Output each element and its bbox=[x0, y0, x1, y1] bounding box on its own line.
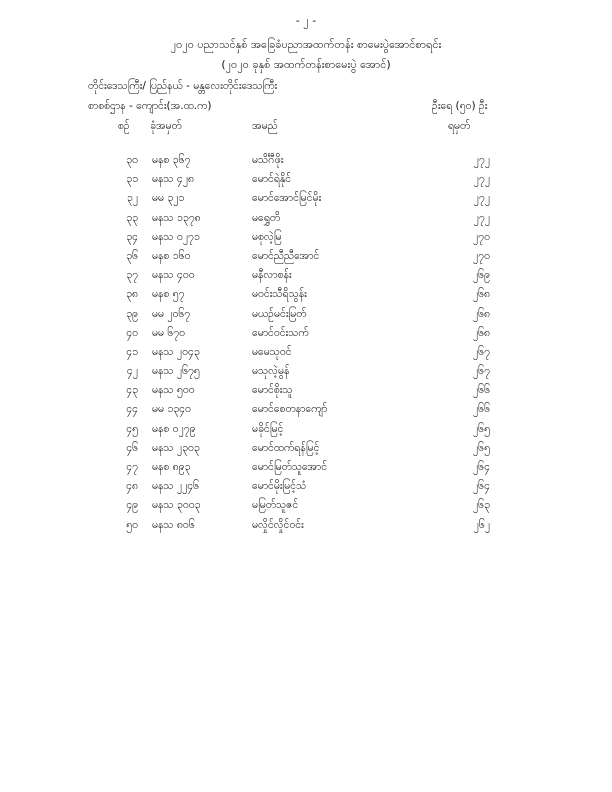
student-name: မောင်အောင်မြင်မိုး bbox=[252, 192, 322, 205]
student-name: မမေသုဝင် bbox=[252, 345, 292, 358]
roll-number: မနသ ၂၀၄၃ bbox=[152, 345, 200, 358]
row-number: ၃၁ bbox=[126, 173, 138, 186]
student-name: မောင်စေတနာကျော် bbox=[252, 403, 328, 416]
header-mark: ရမှတ် bbox=[448, 120, 471, 132]
roll-number: မနသ ၂၆၇၅ bbox=[152, 365, 200, 378]
table-row bbox=[0, 499, 612, 518]
roll-number: မနစ ၃၆၇ bbox=[152, 154, 191, 166]
row-number: ၄၀ bbox=[126, 326, 138, 339]
header-name: အမည် bbox=[252, 120, 278, 132]
header-no: စဉ် bbox=[118, 120, 130, 132]
total-mark: ၂၆၄ bbox=[473, 480, 490, 493]
table-row bbox=[0, 231, 612, 250]
roll-number: မနစ ၈၉၃ bbox=[152, 461, 191, 473]
row-number: ၄၆ bbox=[126, 441, 138, 454]
student-name: မနီလာစန်း bbox=[252, 269, 292, 282]
total-mark: ၂၆၆ bbox=[473, 403, 490, 416]
student-name: မယဉ်မင်းမြတ် bbox=[252, 307, 307, 320]
row-number: ၃၆ bbox=[126, 249, 138, 262]
total-mark: ၂၆၈ bbox=[472, 326, 490, 339]
student-name: မောင်မိုးမြင့်သံ bbox=[252, 480, 307, 493]
region-label: တိုင်းဒေသကြီး/ ပြည်နယ် - မန္တလေးတိုင်းဒေသကြီး bbox=[88, 80, 278, 92]
row-number: ၄၉ bbox=[126, 499, 138, 512]
row-number: ၄၁ bbox=[126, 345, 138, 358]
row-number: ၃၉ bbox=[126, 307, 138, 320]
row-number: ၄၅ bbox=[126, 422, 138, 435]
table-row bbox=[0, 212, 612, 231]
table-row bbox=[0, 250, 612, 269]
table-row bbox=[0, 365, 612, 384]
table-row bbox=[0, 269, 612, 288]
row-number: ၄၇ bbox=[126, 461, 138, 473]
table-row bbox=[0, 461, 612, 480]
student-name: မရွှေတိ bbox=[252, 211, 281, 224]
student-name: မောင်ထက်ရန်မြင့် bbox=[252, 441, 320, 454]
total-count: ဦးရေ (၅၀) ဦး bbox=[432, 100, 488, 112]
table-row bbox=[0, 442, 612, 461]
row-number: ၃၄ bbox=[126, 230, 138, 243]
table-row bbox=[0, 327, 612, 346]
roll-number: မနသ ၄၂၈ bbox=[152, 173, 194, 186]
total-mark: ၂၆၈ bbox=[472, 288, 490, 301]
total-mark: ၂၇၀ bbox=[473, 249, 490, 262]
table-row bbox=[0, 384, 612, 403]
table-row bbox=[0, 480, 612, 499]
row-number: ၄၂ bbox=[126, 365, 138, 378]
document-title: ၂၀၂၀ ပညာသင်နှစ် အခြေခံပညာအထက်တန်း စာမေးပွဲအောင်စာရင်း bbox=[170, 38, 442, 51]
student-name: မောင်ရဲနိုင် bbox=[252, 173, 292, 186]
table-row bbox=[0, 423, 612, 442]
total-mark: ၂၇၂ bbox=[473, 211, 490, 224]
roll-number: မနသ ၁၃၇၈ bbox=[152, 211, 201, 224]
roll-number: မနသ ၃၀၀၃ bbox=[152, 499, 201, 512]
roll-number: မနသ ၂၂၄၆ bbox=[152, 480, 200, 493]
header-roll: ခုံအမှတ် bbox=[150, 120, 182, 132]
student-name: မောင်မြတ်သူအောင် bbox=[252, 461, 328, 473]
student-name: မစုလဲ့မြ bbox=[252, 230, 282, 243]
roll-number: မနသ ၈၀၆ bbox=[152, 518, 195, 531]
student-name: မသိင်္ဂီဖိုး bbox=[252, 154, 284, 166]
total-mark: ၂၆၅ bbox=[473, 422, 490, 435]
student-name: မဝင်းသီရိသွန်း bbox=[252, 288, 307, 301]
roll-number: မနစ ၅၇ bbox=[152, 288, 185, 301]
student-name: မလှိုင်လှိုင်ဝင်း bbox=[252, 518, 304, 531]
table-row bbox=[0, 173, 612, 192]
document-subtitle: (၂၀၂၀ ခုနှစ် အထက်တန်းစာမေးပွဲ အောင်) bbox=[221, 58, 391, 71]
total-mark: ၂၆၃ bbox=[473, 499, 490, 512]
roll-number: မမ ၆၇၀ bbox=[152, 326, 186, 339]
roll-number: မမ ၃၂၁ bbox=[152, 192, 185, 205]
exam-center-label: စာစစ်ဌာန - ကျောင်း(အ.ထ.က) bbox=[88, 100, 212, 112]
table-row bbox=[0, 403, 612, 422]
roll-number: မမ ၂၀၆၇ bbox=[152, 307, 191, 320]
table-row bbox=[0, 346, 612, 365]
total-mark: ၂၆၈ bbox=[472, 307, 490, 320]
roll-number: မနသ ၅၀၀ bbox=[152, 384, 195, 397]
row-number: ၃၈ bbox=[126, 288, 138, 301]
roll-number: မနသ ၄၀၀ bbox=[152, 269, 195, 282]
table-row bbox=[0, 154, 612, 173]
total-mark: ၂၇၂ bbox=[473, 154, 490, 166]
row-number: ၅၀ bbox=[126, 518, 138, 531]
total-mark: ၂၆၇ bbox=[473, 345, 490, 358]
total-mark: ၂၆၆ bbox=[473, 384, 490, 397]
page-number: - ၂ - bbox=[295, 14, 317, 27]
total-mark: ၂၇၂ bbox=[473, 173, 490, 186]
student-name: မမြတ်သူဇင် bbox=[252, 499, 299, 512]
row-number: ၃၃ bbox=[126, 211, 138, 224]
row-number: ၃၂ bbox=[126, 192, 138, 205]
total-mark: ၂၇၂ bbox=[473, 192, 490, 205]
roll-number: မနသ ၀၂၇၁ bbox=[152, 230, 200, 243]
total-mark: ၂၆၄ bbox=[473, 461, 490, 473]
row-number: ၄၄ bbox=[126, 403, 138, 416]
table-row bbox=[0, 192, 612, 211]
student-name: မောင်ညီညီအောင် bbox=[252, 249, 320, 262]
table-row bbox=[0, 308, 612, 327]
row-number: ၄၃ bbox=[126, 384, 138, 397]
row-number: ၃၇ bbox=[126, 269, 138, 282]
roll-number: မမ ၁၃၄၀ bbox=[152, 403, 191, 416]
student-name: မောင်စိုးသူ bbox=[252, 384, 293, 397]
table-row bbox=[0, 519, 612, 538]
total-mark: ၂၆၇ bbox=[473, 365, 490, 378]
row-number: ၃၀ bbox=[126, 154, 138, 166]
total-mark: ၂၆၂ bbox=[473, 518, 490, 531]
results-table bbox=[0, 154, 612, 538]
table-row bbox=[0, 288, 612, 307]
roll-number: မနစ ၁၆၀ bbox=[152, 249, 191, 262]
student-name: မောင်ဝင်းသက် bbox=[252, 326, 309, 339]
roll-number: မနစ ၀၂၇၉ bbox=[152, 422, 196, 435]
total-mark: ၂၆၉ bbox=[473, 269, 490, 282]
student-name: မသုလဲ့မွန် bbox=[252, 365, 290, 378]
student-name: မခိုင်မြင့် bbox=[252, 422, 284, 435]
total-mark: ၂၇၀ bbox=[473, 230, 490, 243]
roll-number: မနသ ၂၃၀၃ bbox=[152, 441, 200, 454]
total-mark: ၂၆၅ bbox=[473, 441, 490, 454]
row-number: ၄၈ bbox=[126, 480, 138, 493]
